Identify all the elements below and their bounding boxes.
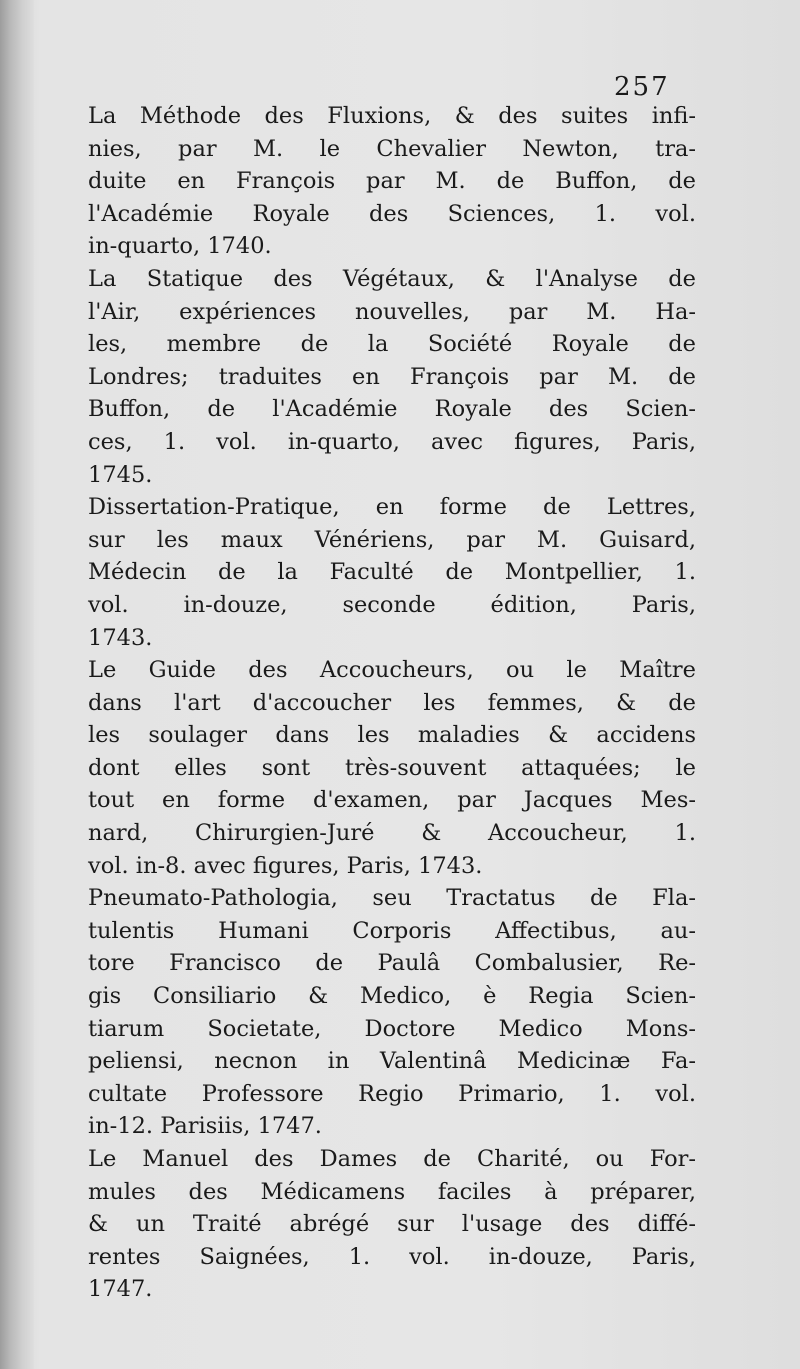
catalogue-entry <box>88 263 696 491</box>
page-number: 257 <box>614 72 670 102</box>
entry-line: nies, par M. le Chevalier Newton, tra- <box>88 135 696 162</box>
entry-line: tore Francisco de Paulâ Combalusier, Re- <box>88 950 696 977</box>
catalogue-entry <box>88 491 696 654</box>
entry-line: 1743. <box>88 624 153 651</box>
entry-line: Le Guide des Accoucheurs, ou le Maître <box>88 657 696 684</box>
entry-line: vol. in-8. avec figures, Paris, 1743. <box>88 852 483 879</box>
entry-line: & un Traité abrégé sur l'usage des diffé- <box>88 1211 696 1238</box>
entry-line: Londres; traduites en François par M. de <box>88 363 696 390</box>
entry-line: Le Manuel des Dames de Charité, ou For- <box>88 1146 696 1172</box>
catalogue-entry <box>88 654 696 882</box>
entry-line: dans l'art d'accoucher les femmes, & de <box>88 689 696 716</box>
entry-line: ces, 1. vol. in-quarto, avec figures, Paris, <box>88 428 696 455</box>
entry-line: cultate Professore Regio Primario, 1. vol. <box>88 1080 696 1107</box>
entry-line: gis Consiliario & Medico, è Regia Scien- <box>88 983 696 1010</box>
entry-line: sur les maux Vénériens, par M. Guisard, <box>88 526 696 553</box>
entry-line: rentes Saignées, 1. vol. in-douze, Paris, <box>88 1243 696 1270</box>
entry-line: tout en forme d'examen, par Jacques Mes- <box>88 787 696 814</box>
entry-line: in-12. Parisiis, 1747. <box>88 1113 322 1140</box>
entry-line: Buffon, de l'Académie Royale des Scien- <box>88 396 696 423</box>
entry-line: Dissertation-Pratique, en forme de Lettres, <box>88 494 696 521</box>
entry-line: peliensi, necnon in Valentinâ Medicinæ Fa- <box>88 1048 696 1075</box>
entry-line: vol. in-douze, seconde édition, Paris, <box>88 591 696 618</box>
entry-line: mules des Médicamens faciles à préparer, <box>88 1178 696 1205</box>
entry-line: les soulager dans les maladies & accidens <box>88 722 696 749</box>
entry-line: les, membre de la Société Royale de <box>88 331 696 358</box>
catalogue-entry <box>88 100 696 263</box>
entry-line: in-quarto, 1740. <box>88 233 272 260</box>
entry-line: 1745. <box>88 461 153 488</box>
entry-line: dont elles sont très-souvent attaquées; le <box>88 754 696 781</box>
entry-line: tiarum Societate, Doctore Medico Mons- <box>88 1015 696 1042</box>
entry-line: nard, Chirurgien-Juré & Accoucheur, 1. <box>88 820 696 847</box>
entry-line: Médecin de la Faculté de Montpellier, 1. <box>88 559 696 586</box>
entry-line: l'Air, expériences nouvelles, par M. Ha- <box>88 298 696 325</box>
catalogue-entry <box>88 882 696 1143</box>
entry-line: Pneumato-Pathologia, seu Tractatus de Fla- <box>88 885 696 912</box>
entry-line: duite en François par M. de Buffon, de <box>88 168 696 195</box>
entry-line: 1747. <box>88 1276 153 1303</box>
catalogue-entries <box>88 100 696 1306</box>
page-gutter-shadow <box>0 0 34 1369</box>
catalogue-entry <box>88 1143 696 1306</box>
entry-line: l'Académie Royale des Sciences, 1. vol. <box>88 200 696 227</box>
entry-line: tulentis Humani Corporis Affectibus, au- <box>88 917 696 944</box>
entry-line: La Méthode des Fluxions, & des suites infi- <box>88 103 696 129</box>
entry-line: La Statique des Végétaux, & l'Analyse de <box>88 265 696 292</box>
